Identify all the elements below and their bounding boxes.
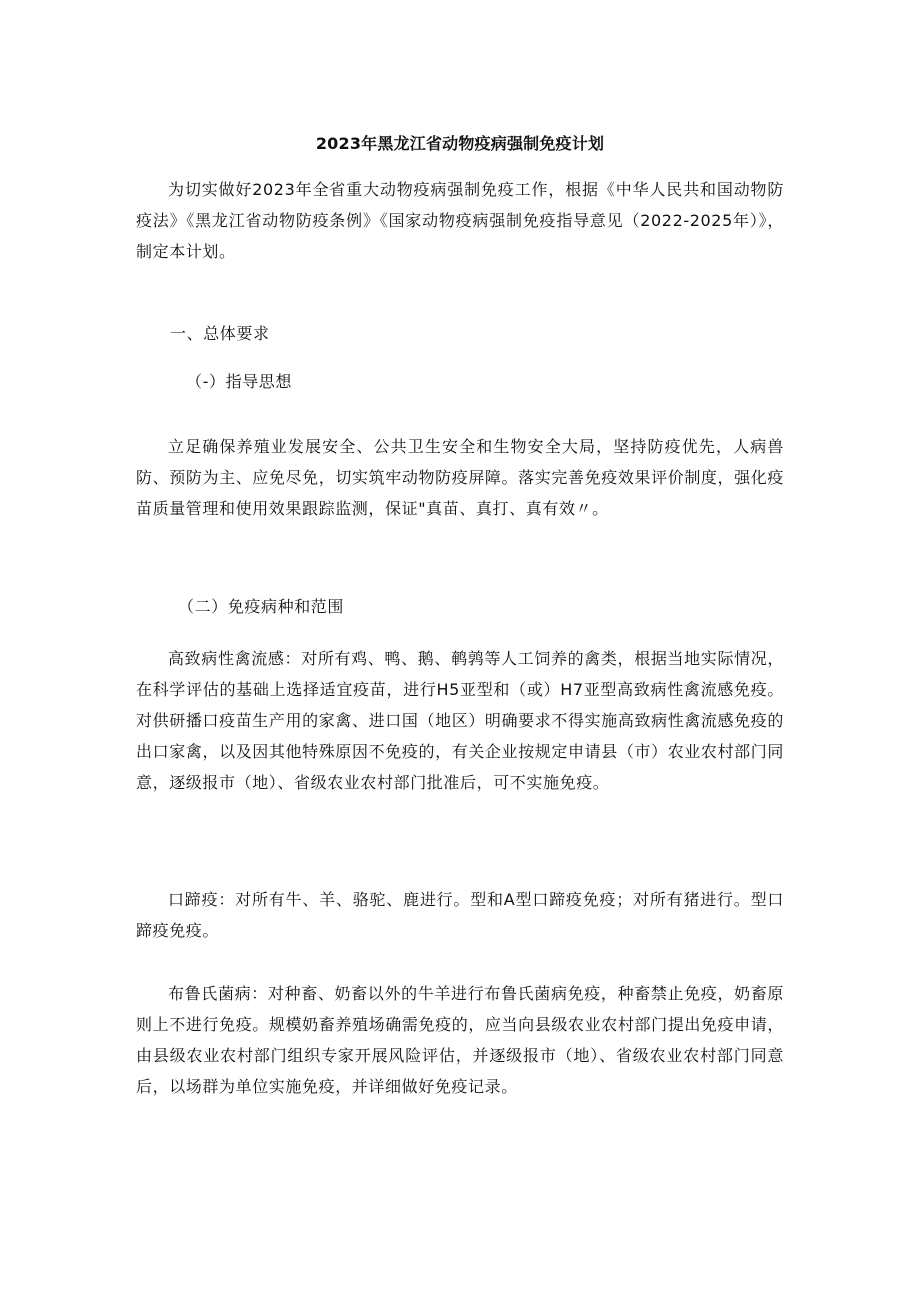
document-title: 2023年黑龙江省动物疫病强制免疫计划	[315, 134, 605, 153]
guiding-ideology-paragraph: 立足确保养殖业发展安全、公共卫生安全和生物安全大局，坚持防疫优先，人病兽防、预防为主、应免尽免，切实筑牢动物防疫屏障。落实完善免疫效果评价制度，强化疫苗质量管理和使用效果跟踪监测，保证"真苗、真打、真有效〃。	[136, 437, 784, 518]
fmd-paragraph: 口蹄疫：对所有牛、羊、骆驼、鹿进行。型和A型口蹄疫免疫；对所有猪进行。型口蹄疫免疫。	[136, 890, 784, 940]
intro-paragraph: 为切实做好2023年全省重大动物疫病强制免疫工作，根据《中华人民共和国动物防疫法》《黑龙江省动物防疫条例》《国家动物疫病强制免疫指导意见（2022-2025年）》，制定本计划。	[136, 180, 784, 261]
subsection-heading-guiding-ideology: （-）指导思想	[186, 372, 292, 391]
section-heading-general-requirements: 一、总体要求	[170, 324, 270, 343]
brucellosis-paragraph: 布鲁氏菌病：对种畜、奶畜以外的牛羊进行布鲁氏菌病免疫，种畜禁止免疫，奶畜原则上不进行免疫。规模奶畜养殖场确需免疫的，应当向县级农业农村部门提出免疫申请，由县级农业农村部门组织专家开展风险评估，并逐级报市（地）、省级农业农村部门同意后，以场群为单位实施免疫，并详细做好免疫记录。	[136, 984, 784, 1096]
avian-flu-paragraph: 高致病性禽流感：对所有鸡、鸭、鹅、鹌鹑等人工饲养的禽类，根据当地实际情况，在科学评估的基础上选择适宜疫苗，进行H5亚型和（或）H7亚型高致病性禽流感免疫。对供研播口疫苗生产用的家禽、进口国（地区）明确要求不得实施高致病性禽流感免疫的出口家禽，以及因其他特殊原因不免疫的，有关企业按规定申请县（市）农业农村部门同意，逐级报市（地）、省级农业农村部门批准后，可不实施免疫。	[136, 649, 784, 792]
subsection-heading-disease-scope: （二）免疫病种和范围	[178, 597, 345, 616]
